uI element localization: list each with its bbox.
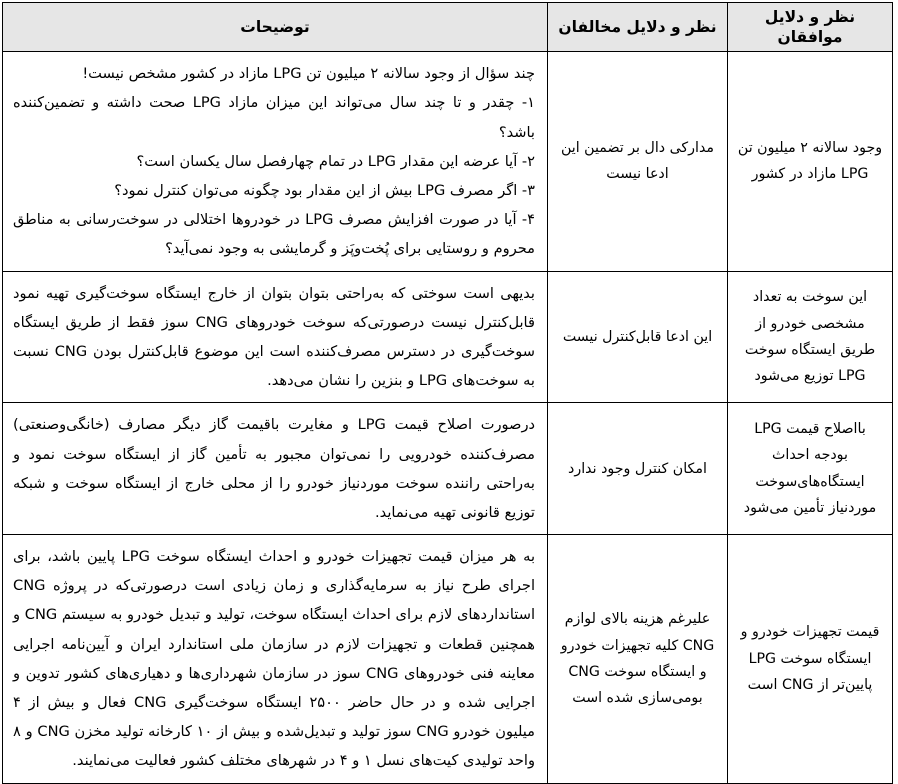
cell-pro-2: این سوخت به تعداد مشخصی خودرو از طریق ایستگاه سوخت LPG توزیع می‌شود <box>728 271 893 403</box>
column-header-pro: نظر و دلایل موافقان <box>728 3 893 52</box>
cell-con-2: این ادعا قابل‌کنترل نیست <box>548 271 728 403</box>
table-row <box>3 535 893 784</box>
cell-pro-4: قیمت تجهیزات خودرو و ایستگاه سوخت LPG پایین‌تر از CNG است <box>728 535 893 784</box>
desc-line: چند سؤال از وجود سالانه ۲ میلیون تن LPG مازاد در کشور مشخص نیست! <box>82 65 535 83</box>
table-header <box>3 3 893 52</box>
column-header-desc: توضیحات <box>3 3 548 52</box>
cell-desc-3: درصورت اصلاح قیمت LPG و مغایرت باقیمت گاز دیگر مصارف (خانگی‌وصنعتی) مصرف‌کننده خودرویی را نمی‌توان مجبور به تأمین گاز از ایستگاه سوخت نمود و به‌راحتی راننده سوخت موردنیاز خودرو را از محلی خارج از ایستگاه سوخت و شبکه توزیع قانونی تهیه می‌نماید. <box>3 403 548 535</box>
table-row <box>3 403 893 535</box>
table-row <box>3 271 893 403</box>
cell-pro-1: وجود سالانه ۲ میلیون تن LPG مازاد در کشور <box>728 52 893 271</box>
lpg-cng-comparison-table <box>2 2 893 784</box>
table-row <box>3 52 893 271</box>
column-header-con: نظر و دلایل مخالفان <box>548 3 728 52</box>
cell-con-4: علیرغم هزینه بالای لوازم CNG کلیه تجهیزات خودرو و ایستگاه سوخت CNG بومی‌سازی شده است <box>548 535 728 784</box>
cell-desc-4: به هر میزان قیمت تجهیزات خودرو و احداث ایستگاه سوخت LPG پایین باشد، برای اجرای طرح نیاز به سرمایه‌گذاری و زمان زیادی است درصورتی‌که در پروژه CNG استانداردهای لازم برای احداث ایستگاه سوخت، تولید و تبدیل خودرو به سیستم CNG و همچنین قطعات و تجهیزات لازم در سازمان ملی استاندارد ایران و آیین‌نامه اجرایی معاینه فنی خودروهای CNG سوز در سازمان شهرداری‌ها و دهیاری‌های کشور تدوین و اجرایی شده و در حال حاضر ۲۵۰۰ ایستگاه سوخت‌گیری CNG فعال و بیش از ۴ میلیون خودرو CNG سوز تولید و تبدیل‌شده و بیش از ۱۰ کارخانه تولید مخزن CNG و ۸ واحد تولیدی کیت‌های نسل ۱ و ۴ در شهرهای مختلف کشور فعالیت می‌نمایند. <box>3 535 548 784</box>
table-header-row <box>3 3 893 52</box>
table-body <box>3 52 893 783</box>
cell-desc-2: بدیهی است سوختی که به‌راحتی بتوان بتوان از خارج ایستگاه سوخت‌گیری تهیه نمود قابل‌کنترل نیست درصورتی‌که سوخت خودروهای CNG سوز فقط از طریق ایستگاه سوخت‌گیری در دسترس مصرف‌کننده است این موضوع قابل‌کنترل بودن CNG نسبت به سوخت‌های LPG و بنزین را نشان می‌دهد. <box>3 271 548 403</box>
cell-con-3: امکان کنترل وجود ندارد <box>548 403 728 535</box>
desc-line: ۱- چقدر و تا چند سال می‌تواند این میزان مازاد LPG صحت داشته و تضمین‌کننده باشد؟ <box>13 94 536 141</box>
cell-pro-3: بااصلاح قیمت LPG بودجه احداث ایستگاه‌های‌سوخت موردنیاز تأمین می‌شود <box>728 403 893 535</box>
cell-desc-1 <box>3 52 548 271</box>
desc-line: ۲- آیا عرضه این مقدار LPG در تمام چهارفصل سال یکسان است؟ <box>136 152 535 170</box>
desc-line: ۳- اگر مصرف LPG بیش از این مقدار بود چگونه می‌توان کنترل نمود؟ <box>114 182 535 200</box>
desc-line: ۴- آیا در صورت افزایش مصرف LPG در خودروها اختلالی در سوخت‌رسانی به مناطق محروم و روستایی برای پُخت‌وپَز و گرمایشی به وجود نمی‌آید؟ <box>13 211 535 258</box>
cell-con-1: مدارکی دال بر تضمین این ادعا نیست <box>548 52 728 271</box>
